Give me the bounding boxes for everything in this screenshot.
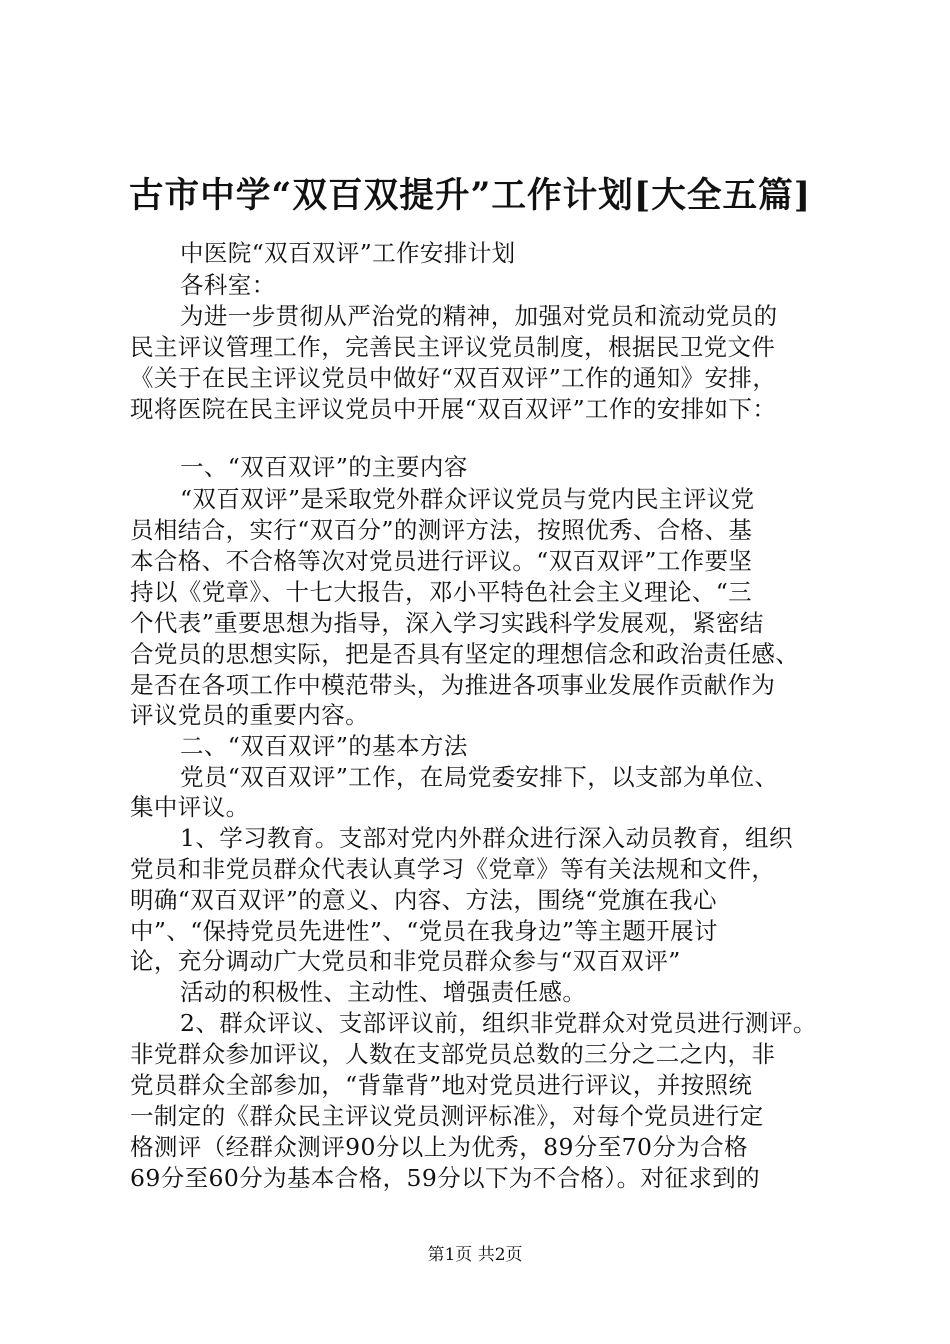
text-line: 69分至60分为基本合格，59分以下为不合格）。对征求到的: [130, 1164, 761, 1192]
text-line: 员相结合，实行“双百分”的测评方法，按照优秀、合格、基: [130, 516, 753, 544]
text-line: 党员群众全部参加，“背靠背”地对党员进行评议，并按照统: [130, 1071, 753, 1099]
text-line: 本合格、不合格等次对党员进行评议。“双百双评”工作要坚: [130, 547, 753, 575]
text-line: 2、群众评议、支部评议前，组织非党群众对党员进行测评。: [180, 1009, 817, 1037]
text-line: 中”、“保持党员先进性”、“党员在我身边”等主题开展讨: [130, 917, 718, 945]
text-line: 活动的积极性、主动性、增强责任感。: [180, 978, 587, 1006]
text-line: 非党群众参加评议，人数在支部党员总数的三分之二之内，非: [130, 1040, 776, 1068]
text-line: 个代表”重要思想为指导，深入学习实践科学发展观，紧密结: [130, 609, 764, 637]
text-line: 持以《党章》、十七大报告，邓小平特色社会主义理论、“三: [130, 578, 753, 606]
document-title: 古市中学“双百双提升”工作计划[大全五篇]: [128, 175, 812, 216]
text-line: 评议党员的重要内容。: [130, 701, 369, 729]
text-line: 党员“双百双评”工作，在局党委安排下，以支部为单位、: [180, 763, 779, 791]
text-line: 现将医院在民主评议党员中开展“双百双评”工作的安排如下：: [130, 395, 777, 423]
text-line: 各科室：: [180, 271, 276, 299]
text-line: 中医院“双百双评”工作安排计划: [180, 239, 516, 267]
text-line: 一制定的《群众民主评议党员测评标准》，对每个党员进行定: [130, 1102, 764, 1130]
text-line: 集中评议。: [130, 793, 250, 821]
page-number: 第1页 共2页: [427, 1245, 523, 1265]
text-line: 合党员的思想实际，把是否具有坚定的理想信念和政治责任感、: [130, 640, 800, 668]
text-line: 党员和非党员群众代表认真学习《党章》等有关法规和文件，: [130, 855, 776, 883]
text-line: 1、学习教育。支部对党内外群众进行深入动员教育，组织: [180, 824, 793, 852]
text-line: 是否在各项工作中模范带头，为推进各项事业发展作贡献作为: [130, 671, 776, 699]
text-line: “双百双评”是采取党外群众评议党员与党内民主评议党: [180, 485, 755, 513]
text-line: 论，充分调动广大党员和非党员群众参与“双百双评”: [130, 947, 681, 975]
text-line: 《关于在民主评议党员中做好“双百双评”工作的通知》安排，: [130, 364, 777, 392]
text-line: 为进一步贯彻从严治党的精神，加强对党员和流动党员的: [180, 302, 778, 330]
text-line: 格测评（经群众测评90分以上为优秀，89分至70分为合格: [130, 1133, 748, 1161]
section-heading: 一、“双百双评”的主要内容: [180, 453, 468, 481]
text-line: 明确“双百双评”的意义、内容、方法，围绕“党旗在我心: [130, 886, 717, 914]
section-heading: 二、“双百双评”的基本方法: [180, 732, 468, 760]
text-line: 民主评议管理工作，完善民主评议党员制度，根据民卫党文件: [130, 333, 776, 361]
